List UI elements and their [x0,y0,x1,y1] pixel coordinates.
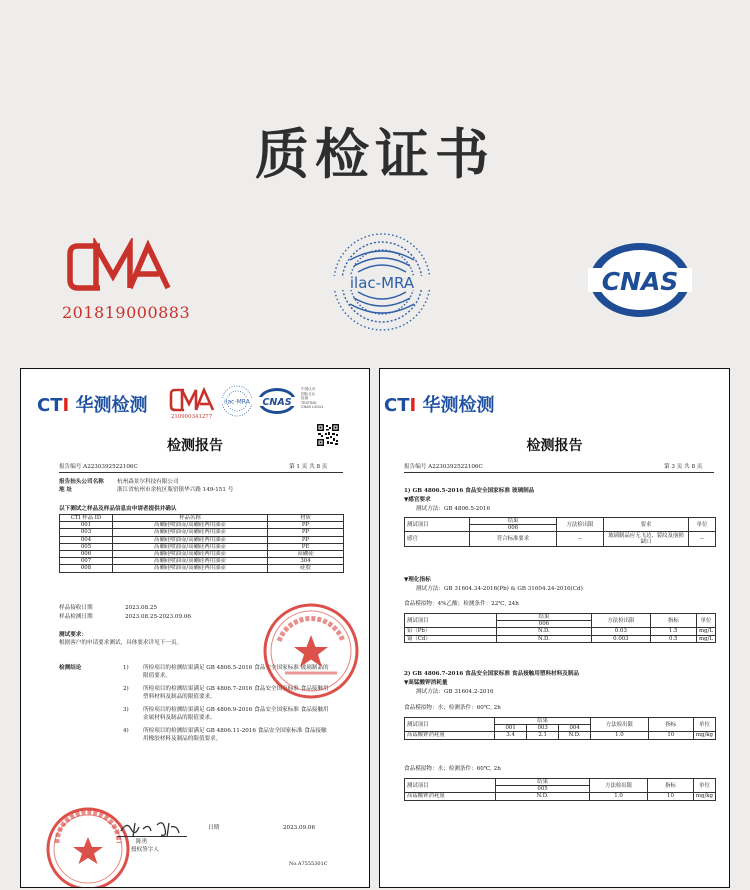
test-condition: 食品模拟物：水；检测条件：60℃, 2h [404,766,501,772]
test-condition: 食品模拟物：水；检测条件：60℃, 2h [404,705,501,711]
table-row: 004 高硼硅喷油壶/高硼硅两用油壶 PP [60,536,344,543]
requirement-label: 测试要求： [59,632,87,638]
table-row: 感官 符合标准要求 -- 玻璃制品应无飞边、裂纹及崩损缺口 -- [405,532,716,547]
table-header-row: 测试项目 结果 方法检出限 指标 单位 [405,718,716,725]
received-label: 样品接收日期 [59,605,93,611]
table-header-row: 测试项目 结果 方法检出限 指标 单位 [405,779,716,786]
company-value: 杭州森景尔科技有限公司 [117,479,179,485]
signer-name: 陈勇 [136,839,148,845]
cnas-tag-text: 中国认可 国际互认 检测 TESTING CNAS L5041 [301,387,324,409]
conclusion-number: 3) [123,707,129,713]
conclusion-text: 用橡胶材料及制品的限值要求。 [143,736,222,742]
table-row: 003 高硼硅喷油壶/高硼硅两用油壶 PP [60,529,344,536]
table-row: 镉（Cd） N.D. 0.003 0.5 mg/L [405,635,716,642]
table-row: 铅（Pb） N.D. 0.03 1.5 mg/L [405,628,716,635]
page-number: 第 3 页 共 8 页 [664,464,703,470]
report-page-1 [20,368,370,888]
svg-text:CNAS: CNAS [262,397,292,408]
table-row: 007 高硼硅喷油壶/高硼硅两用油壶 304 [60,558,344,565]
conclusion-text: 金属材料及制品的限值要求。 [143,715,216,721]
cnas-small-logo [257,387,297,415]
svg-text:ilac-MRA: ilac-MRA [224,398,250,406]
permanganate-table-1 [404,717,716,740]
section-heading: 2) GB 4806.7-2016 食品安全国家标准 食品接触用塑料材料及制品 [404,671,580,677]
test-method: 测试方法：GB 31604.34-2016(Pb) & GB 31604.24-2016(Cd) [416,586,583,592]
table-header-row: 001 003 004 [405,725,716,732]
conclusion-number: 2) [123,686,129,692]
cma-logo [66,238,178,296]
conclusion-text: 限值要求。 [143,673,171,679]
table-header-row: 测试项目 结果 方法检出限 指标 单位 [405,614,716,621]
svg-text:CNAS: CNAS [601,267,679,296]
test-method: 测试方法：GB 31604.2-2016 [416,689,494,695]
conclusion-text: 所检项目的检测结果满足 GB 4806.9-2016 食品安全国家标准 食品接触用 [143,707,329,713]
test-method: 测试方法：GB 4806.5-2016 [416,506,491,512]
inspection-seal [43,799,133,888]
report-title: 检测报告 [167,438,223,454]
report-number: 报告编号 A2230392522106C [404,464,483,470]
signature-line [117,836,187,837]
samples-table [59,514,344,573]
conclusion-text: 塑料材料及制品的限值要求。 [143,694,216,700]
table-header-row: 006 [405,525,716,532]
table-header-row: 006 [405,621,716,628]
test-condition: 食品模拟物：4%乙酸；检测条件：22℃, 24h [404,601,519,607]
conclusion-label: 检测结论 [59,665,82,671]
address-label: 地 址 [59,487,73,493]
conclusion-number: 4) [123,728,129,734]
conclusion-text: 所检项目的检测结果满足 GB 4806.5-2016 食品安全国家标准 玻璃制品的 [143,665,329,671]
svg-text:ilac-MRA: ilac-MRA [349,274,415,292]
date-label: 日期 [208,825,220,831]
table-row: 高锰酸钾消耗量 3.4 2.1 N.D. 1.0 10 mg/kg [405,732,716,739]
signer-role: 授权签字人 [131,847,159,853]
ilac-small-logo [219,384,255,418]
cma-certificate-number: 201819000883 [62,303,191,322]
cma-small-number: 210900341277 [171,414,213,420]
divider [404,472,714,473]
table-header-row: 测试项目 结果 方法检出限 要求 单位 [405,518,716,525]
report-title: 检测报告 [526,438,583,454]
page-title: 质检证书 [255,123,495,186]
requirement-value: 根据客户的申请要求测试，具体要求详见下一页。 [59,640,183,646]
subsection-heading: ▼高锰酸钾消耗量 [404,680,448,686]
conclusion-number: 1) [123,665,129,671]
test-date-value: 2023.08.25-2023.09.06 [125,614,191,620]
cnas-logo [586,240,694,320]
table-header-row: 005 [405,786,716,793]
section-heading: 1) GB 4806.5-2016 食品安全国家标准 玻璃制品 [404,488,535,494]
table-row: 008 高硼硅喷油壶/高硼硅两用油壶 硅胶 [60,565,344,572]
cti-brand-logo: CTI 华测检测 [37,395,148,416]
company-seal [261,601,361,701]
permanganate-table-2 [404,778,716,801]
conclusion-text: 所检项目的检测结果满足 GB 4806.11-2016 食品安全国家标准 食品接触 [143,728,327,734]
company-label: 报告抬头公司名称 [59,479,104,485]
subsection-heading: ▼理化指标 [404,577,431,583]
samples-heading: 以下测试之样品及样品信息由申请者提供并确认 [59,506,177,512]
document-number: No.A7555301C [289,861,328,867]
table-row: 高锰酸钾消耗量 N.D. 1.0 10 mg/kg [405,793,716,800]
table-header-row: CTI 样品 ID 样品名称 材质 [60,515,344,522]
table-row: 001 高硼硅喷油壶/高硼硅两用油壶 PP [60,522,344,529]
heavy-metals-table [404,613,716,643]
divider [59,472,343,473]
date-value: 2023.09.06 [283,825,316,831]
page-number: 第 1 页 共 8 页 [289,464,328,470]
report-page-3 [379,368,730,888]
cti-brand-logo: CTI 华测检测 [384,395,495,416]
address-value: 浙江省杭州市余杭区瓶窑镇华兴路 149-151 号 [117,487,234,493]
signature [117,817,187,841]
subsection-heading: ▼感官要求 [404,497,431,503]
test-date-label: 样品检测日期 [59,614,93,620]
table-row: 005 高硼硅喷油壶/高硼硅两用油壶 PE [60,543,344,550]
ilac-mra-logo [328,230,436,334]
report-number: 报告编号 A2230392522106C [59,464,138,470]
cma-small-logo [169,387,217,413]
table-row: 006 高硼硅喷油壶/高硼硅两用油壶 高硼硅 [60,551,344,558]
received-value: 2023.08.25 [125,605,158,611]
conclusion-text: 所检项目的检测结果满足 GB 4806.7-2016 食品安全国家标准 食品接触用 [143,686,329,692]
sensory-table [404,517,716,547]
